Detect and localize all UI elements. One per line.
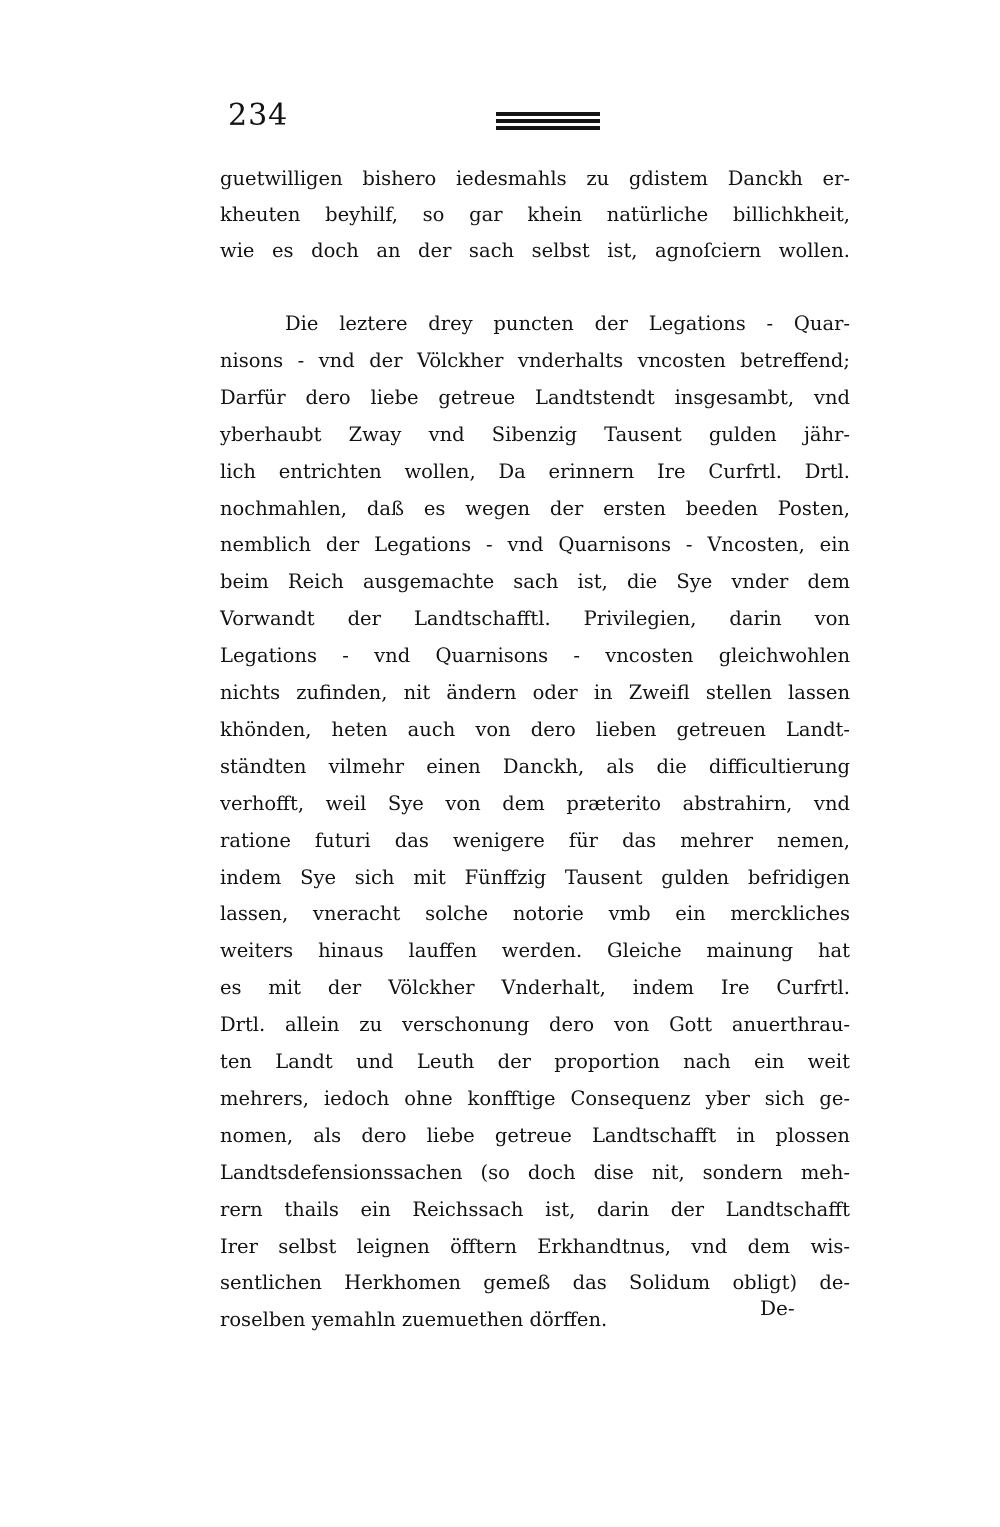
text-line: nemblich der Legations - vnd Quarnisons - Vncosten, ein — [220, 533, 850, 556]
text-line: Landtsdefensionssachen (so doch dise nit, sondern meh- — [220, 1161, 850, 1184]
text-line: ratione futuri das wenigere für das mehrer nemen, — [220, 829, 850, 852]
text-line: kheuten beyhilf, so gar khein natürliche billichkheit, — [220, 203, 850, 226]
header-rule — [496, 112, 600, 116]
text-line: khönden, heten auch von dero lieben getreuen Landt- — [220, 718, 850, 741]
text-line: roselben yemahln zuemuethen dörffen. — [220, 1308, 608, 1331]
text-line: weiters hinaus lauffen werden. Gleiche mainung hat — [220, 939, 850, 962]
text-line: indem Sye sich mit Fünffzig Tausent gulden befridigen — [220, 866, 850, 889]
header-rule — [496, 126, 600, 130]
text-line: nomen, als dero liebe getreue Landtschafft in plossen — [220, 1124, 850, 1147]
text-line: verhofft, weil Sye von dem præterito abstrahirn, vnd — [220, 792, 850, 815]
text-line: rern thails ein Reichssach ist, darin der Landtschafft — [220, 1198, 850, 1221]
text-line: lassen, vneracht solche notorie vmb ein merckliches — [220, 902, 850, 925]
text-line: Vorwandt der Landtschafftl. Privilegien, darin von — [220, 607, 850, 630]
text-line: lich entrichten wollen, Da erinnern Ire Curfrtl. Drtl. — [220, 460, 850, 483]
text-line: wie es doch an der sach selbst ist, agnoſciern wollen. — [220, 239, 850, 262]
text-line: ten Landt und Leuth der proportion nach ein weit — [220, 1050, 850, 1073]
text-line: Irer selbst leignen öfftern Erkhandtnus, vnd dem wis- — [220, 1235, 850, 1258]
text-line: ständten vilmehr einen Danckh, als die difficultierung — [220, 755, 850, 778]
text-line: mehrers, iedoch ohne konfftige Consequenz yber sich ge- — [220, 1087, 850, 1110]
text-line: guetwilligen bishero iedesmahls zu gdistem Danckh er- — [220, 167, 850, 190]
text-line: nisons - vnd der Völckher vnderhalts vncosten betreffend; — [220, 349, 850, 372]
page-number: 234 — [228, 98, 289, 133]
text-line: es mit der Völckher Vnderhalt, indem Ire Curfrtl. — [220, 976, 850, 999]
text-line: yberhaubt Zway vnd Sibenzig Tausent gulden jähr- — [220, 423, 850, 446]
text-line: Die leztere drey puncten der Legations - Quar- — [285, 312, 850, 335]
text-line: beim Reich ausgemachte sach ist, die Sye vnder dem — [220, 570, 850, 593]
text-line: sentlichen Herkhomen gemeß das Solidum obligt) de- — [220, 1271, 850, 1294]
text-line: Darfür dero liebe getreue Landtstendt insgesambt, vnd — [220, 386, 850, 409]
catchword: De- — [760, 1296, 795, 1320]
header-rule — [496, 119, 600, 123]
text-line: nichts zufinden, nit ändern oder in Zweifl stellen lassen — [220, 681, 850, 704]
text-line: Legations - vnd Quarnisons - vncosten gleichwohlen — [220, 644, 850, 667]
text-line: nochmahlen, daß es wegen der ersten beeden Posten, — [220, 497, 850, 520]
text-line: Drtl. allein zu verschonung dero von Gott anuerthrau- — [220, 1013, 850, 1036]
